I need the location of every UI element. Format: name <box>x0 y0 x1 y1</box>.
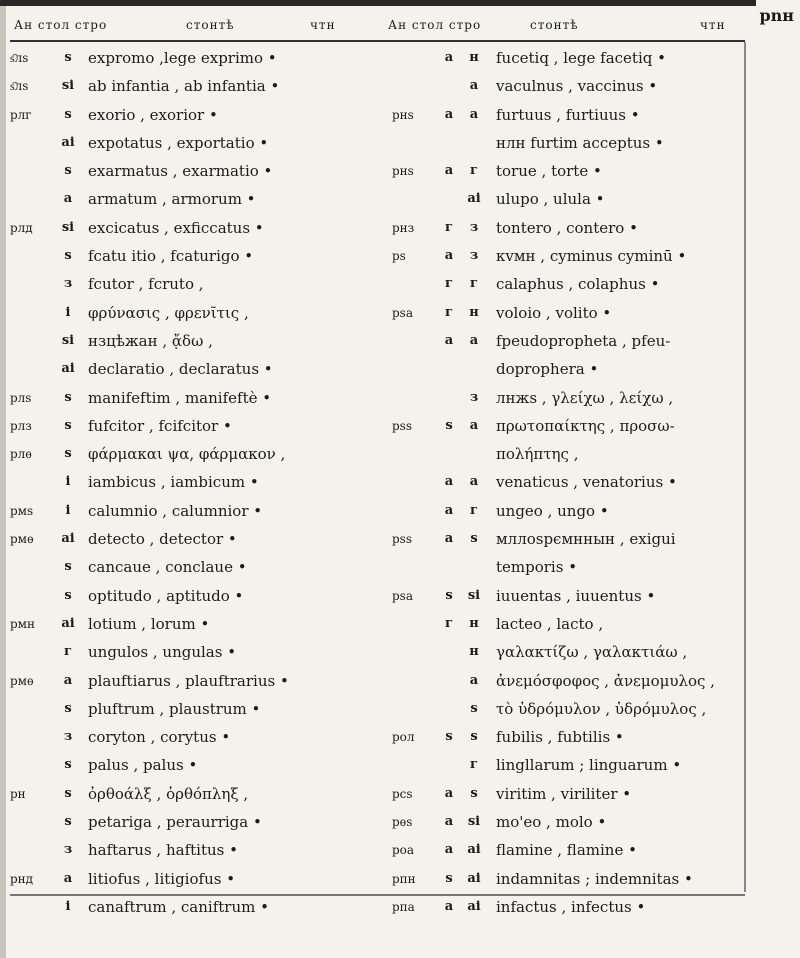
table-row <box>10 638 745 666</box>
right-entry-text: voloio , volito • <box>496 303 612 322</box>
right-row-index: ѕ <box>470 531 478 547</box>
right-column-index: г <box>445 276 453 292</box>
right-entry-text: venaticus , venatorius • <box>496 473 677 492</box>
header-left-numbering: Ан стол стро <box>14 18 108 32</box>
left-entry-text: ungulos , ungulas • <box>88 643 237 662</box>
right-line-number: рѕѕ <box>392 418 412 433</box>
left-row-index: ѕ <box>64 785 72 801</box>
header-rule <box>10 40 745 42</box>
left-row-index: ѕ <box>64 248 72 264</box>
right-row-index: ѕ <box>470 729 478 745</box>
right-line-number: рол <box>392 730 415 745</box>
left-row-index: ѕі <box>61 332 75 348</box>
right-entry-text: iuuentas , iuuentus • <box>496 586 656 605</box>
left-entry-text: plauftiarus , plauftrarius • <box>88 671 289 690</box>
right-entry-text: tontero , contero • <box>496 218 638 237</box>
left-row-index: і <box>65 304 71 320</box>
right-line-number: рѳѕ <box>392 815 413 830</box>
right-row-index: аі <box>467 898 481 914</box>
left-entry-text: optitudo , aptitudo • <box>88 586 244 605</box>
right-column-index: а <box>444 50 454 65</box>
left-row-index: ѕ <box>64 389 72 405</box>
right-entry-text: lingllarum ; linguarum • <box>496 756 682 775</box>
left-entry-text: ὀρθοάλξ , ὀρθόπληξ , <box>88 784 249 803</box>
right-row-index: з <box>469 219 479 235</box>
left-row-index: ѕ <box>64 757 72 773</box>
right-column-index: ѕ <box>445 417 453 433</box>
left-row-index: аі <box>61 361 75 377</box>
left-entry-text: exorio , exorior • <box>88 105 218 124</box>
right-row-index: г <box>470 757 478 773</box>
right-entry-text: ungeo , ungo • <box>496 501 609 520</box>
left-line-number: рмн <box>10 616 36 631</box>
right-entry-text: γαλακτίζω , γαλακτιάω , <box>496 643 688 662</box>
left-entry-text: cancaue , conclaue • <box>88 558 247 577</box>
right-row-index: з <box>469 389 479 405</box>
right-entry-text: fubilis , fubtilis • <box>496 728 624 747</box>
left-entry-text: lotium , lorum • <box>88 614 210 633</box>
right-column-index: а <box>444 163 454 179</box>
left-entry-text: fufcitor , fcifcitor • <box>88 416 232 435</box>
left-line-number: рлѕ <box>10 390 32 405</box>
right-line-number: рпа <box>392 899 415 914</box>
left-row-index: ѕ <box>64 814 72 830</box>
left-row-index: аі <box>61 615 75 631</box>
table-row <box>10 751 745 779</box>
right-line-number: рнѕ <box>392 164 414 179</box>
right-column-index: г <box>445 219 453 235</box>
left-row-index: з <box>63 842 73 858</box>
right-row-index: ѕ <box>470 700 478 716</box>
table-row <box>10 553 745 581</box>
left-entry-text: haftarus , haftitus • <box>88 841 238 860</box>
page-edge <box>0 6 6 958</box>
right-column-index: ѕ <box>445 587 453 603</box>
right-entry-text: мллоѕрємннын , exigui <box>496 530 676 549</box>
errata-table <box>10 44 745 921</box>
right-column-index: а <box>444 814 454 830</box>
right-column-index: г <box>445 615 453 631</box>
left-entry-text: manifeftim , manifeftè • <box>88 388 272 407</box>
header-right-read: чтн <box>700 18 726 32</box>
right-column-index: а <box>444 474 454 490</box>
left-entry-text: detecto , detector • <box>88 530 237 549</box>
table-row <box>10 157 745 185</box>
left-entry-text: iambicus , iambicum • <box>88 473 259 492</box>
left-row-index: аі <box>61 531 75 547</box>
left-line-number: рн <box>10 786 26 801</box>
table-row <box>10 44 745 72</box>
right-row-index: н <box>469 50 479 65</box>
right-entry-text: vaculnus , vaccinus • <box>496 77 658 96</box>
right-column-index: а <box>444 248 454 264</box>
right-line-number: рпн <box>392 871 416 886</box>
table-row <box>10 468 745 496</box>
left-entry-text: calumnio , calumnior • <box>88 501 263 520</box>
right-entry-text: πολήπτης , <box>496 445 579 464</box>
table-row <box>10 384 745 412</box>
table-row <box>10 129 745 157</box>
left-row-index: ѕі <box>61 78 75 94</box>
right-line-number: роа <box>392 843 415 858</box>
header-left-read: чтн <box>310 18 336 32</box>
bottom-rule <box>10 894 745 896</box>
right-row-index: г <box>470 502 478 518</box>
right-entry-text: лнжѕ , γλείχω , λείχω , <box>496 388 674 407</box>
right-column-index: г <box>445 304 453 320</box>
table-row <box>10 327 745 355</box>
right-entry-text: πρωτοπαίκτης , προσω- <box>496 416 675 435</box>
right-column-index: а <box>444 106 454 122</box>
left-entry-text: coryton , corytus • <box>88 728 231 747</box>
left-entry-text: expotatus , exportatio • <box>88 133 269 152</box>
right-entry-text: нлн furtim acceptus • <box>496 133 664 152</box>
page-corner-mark: pnн <box>759 6 794 25</box>
left-row-index: аі <box>61 134 75 150</box>
right-column-index: а <box>444 332 454 348</box>
right-row-index: ѕі <box>467 814 481 830</box>
left-entry-text: palus , palus • <box>88 756 198 775</box>
table-row <box>10 836 745 864</box>
right-row-index: аі <box>467 191 481 207</box>
header-right-numbering: Ан стол стро <box>388 18 482 32</box>
table-row <box>10 242 745 270</box>
right-row-index: н <box>469 304 479 320</box>
header-right-text: стонтѣ <box>530 18 579 32</box>
right-entry-text: lacteo , lacto , <box>496 614 604 633</box>
left-entry-text: fcutor , fcruto , <box>88 275 204 294</box>
right-line-number: рѕа <box>392 588 413 603</box>
left-line-number: ѕ҃лѕ <box>10 51 29 65</box>
table-row <box>10 667 745 695</box>
left-row-index: ѕі <box>61 219 75 235</box>
right-row-index: а <box>469 417 479 433</box>
table-row <box>10 893 745 921</box>
table-row <box>10 270 745 298</box>
right-entry-text: infactus , infectus • <box>496 897 646 916</box>
left-line-number: рмѳ <box>10 532 34 547</box>
left-entry-text: declaratio , declaratus • <box>88 360 273 379</box>
left-entry-text: fcatu itio , fcaturigo • <box>88 247 254 266</box>
left-row-index: ѕ <box>64 700 72 716</box>
table-row <box>10 525 745 553</box>
left-row-index: ѕ <box>64 446 72 462</box>
left-row-index: і <box>65 474 71 490</box>
right-column-index: а <box>444 531 454 547</box>
top-border <box>0 0 756 6</box>
right-entry-text: mo'eo , molo • <box>496 813 607 832</box>
right-row-index: аі <box>467 842 481 858</box>
table-row <box>10 497 745 525</box>
right-entry-text: ἀνεμόσφοφος , ἀνεμομυλος , <box>496 671 715 690</box>
left-entry-text: pluftrum , plaustrum • <box>88 699 261 718</box>
right-entry-text: furtuus , furtiuus • <box>496 105 640 124</box>
right-row-index: ѕ <box>470 785 478 801</box>
right-row-index: а <box>469 106 479 122</box>
right-row-index: а <box>469 474 479 490</box>
left-row-index: ѕ <box>64 559 72 575</box>
right-entry-text: calaphus , colaphus • <box>496 275 660 294</box>
left-entry-text: φάρμακαι ψα, φάρμακον , <box>88 445 286 464</box>
left-line-number: рлг <box>10 107 32 122</box>
table-row <box>10 582 745 610</box>
right-entry-text: torue , torte • <box>496 162 602 181</box>
table-row <box>10 865 745 893</box>
left-entry-text: exarmatus , exarmatio • <box>88 162 273 181</box>
left-line-number: рлз <box>10 418 32 433</box>
right-line-number: рсѕ <box>392 786 413 801</box>
right-row-index: з <box>469 248 479 264</box>
left-entry-text: excicatus , exficcatus • <box>88 218 264 237</box>
left-entry-text: petariga , peraurriga • <box>88 813 262 832</box>
right-column-index: а <box>444 898 454 914</box>
left-row-index: а <box>63 672 73 688</box>
left-entry-text: canaftrum , caniftrum • <box>88 897 269 916</box>
left-line-number: рлѳ <box>10 447 32 462</box>
table-row <box>10 695 745 723</box>
left-entry-text: ab infantia , ab infantia • <box>88 77 280 96</box>
left-row-index: а <box>63 870 73 886</box>
right-entry-text: flamine , flamine • <box>496 841 637 860</box>
right-row-index: а <box>469 672 479 688</box>
table-row <box>10 412 745 440</box>
right-column-index: ѕ <box>445 729 453 745</box>
right-line-number: рнѕ <box>392 107 414 122</box>
right-row-index: г <box>470 276 478 292</box>
right-entry-text: τὸ ὑδρόμυλον , ὑδρόμυλος , <box>496 699 707 718</box>
left-row-index: з <box>63 276 73 292</box>
left-row-index: і <box>65 502 71 518</box>
right-column-index: а <box>444 785 454 801</box>
left-line-number: рнд <box>10 871 34 886</box>
left-entry-text: expromo ,lege exprimo • <box>88 49 277 67</box>
left-row-index: ѕ <box>64 417 72 433</box>
column-header <box>10 14 745 38</box>
right-entry-text: doprophera • <box>496 360 599 379</box>
right-row-index: аі <box>467 870 481 886</box>
right-entry-text: temporis • <box>496 558 578 577</box>
right-entry-text: fucetiq , lege facetiq • <box>496 49 666 67</box>
left-line-number: рмѕ <box>10 503 34 518</box>
table-row <box>10 440 745 468</box>
table-row <box>10 355 745 383</box>
right-column-index: а <box>444 502 454 518</box>
right-entry-text: viritim , viriliter • <box>496 784 632 803</box>
right-row-index: ѕі <box>467 587 481 603</box>
table-row <box>10 101 745 129</box>
left-line-number: ѕ҃лѕ <box>10 79 29 94</box>
left-entry-text: φρύνασις , φρενῖτις , <box>88 303 249 322</box>
left-line-number: рлд <box>10 220 33 235</box>
left-row-index: г <box>64 644 72 660</box>
left-row-index: ѕ <box>64 587 72 603</box>
table-row <box>10 214 745 242</box>
left-row-index: і <box>65 898 71 914</box>
right-row-index: н <box>469 644 479 660</box>
right-row-index: г <box>470 163 478 179</box>
right-line-number: рѕа <box>392 305 413 320</box>
table-row <box>10 610 745 638</box>
right-column-index: ѕ <box>445 870 453 886</box>
left-entry-text: litiofus , litigiofus • <box>88 869 236 888</box>
right-entry-text: fpeudopropheta , pfeu- <box>496 331 671 350</box>
left-row-index: ѕ <box>64 50 72 65</box>
right-row-index: а <box>469 332 479 348</box>
left-row-index: а <box>63 191 73 207</box>
right-entry-text: ulupo , ulula • <box>496 190 605 209</box>
table-row <box>10 780 745 808</box>
left-line-number: рмѳ <box>10 673 34 688</box>
right-row-index: а <box>469 78 479 94</box>
left-row-index: ѕ <box>64 106 72 122</box>
left-row-index: ѕ <box>64 163 72 179</box>
right-row-index: н <box>469 615 479 631</box>
left-entry-text: нзцѣжан , ᾄδω , <box>88 331 213 350</box>
table-row <box>10 185 745 213</box>
table-row <box>10 808 745 836</box>
table-row <box>10 299 745 327</box>
right-line-number: рѕ <box>392 249 406 264</box>
right-line-number: рѕѕ <box>392 532 412 547</box>
right-entry-text: indamnitas ; indemnitas • <box>496 869 693 888</box>
right-entry-text: кvмн , cyminus cyminū • <box>496 247 687 266</box>
right-line-number: рнз <box>392 220 415 235</box>
right-column-index: а <box>444 842 454 858</box>
left-row-index: з <box>63 729 73 745</box>
table-row <box>10 723 745 751</box>
table-row <box>10 72 745 100</box>
left-entry-text: armatum , armorum • <box>88 190 256 209</box>
header-left-text: стонтѣ <box>186 18 235 32</box>
